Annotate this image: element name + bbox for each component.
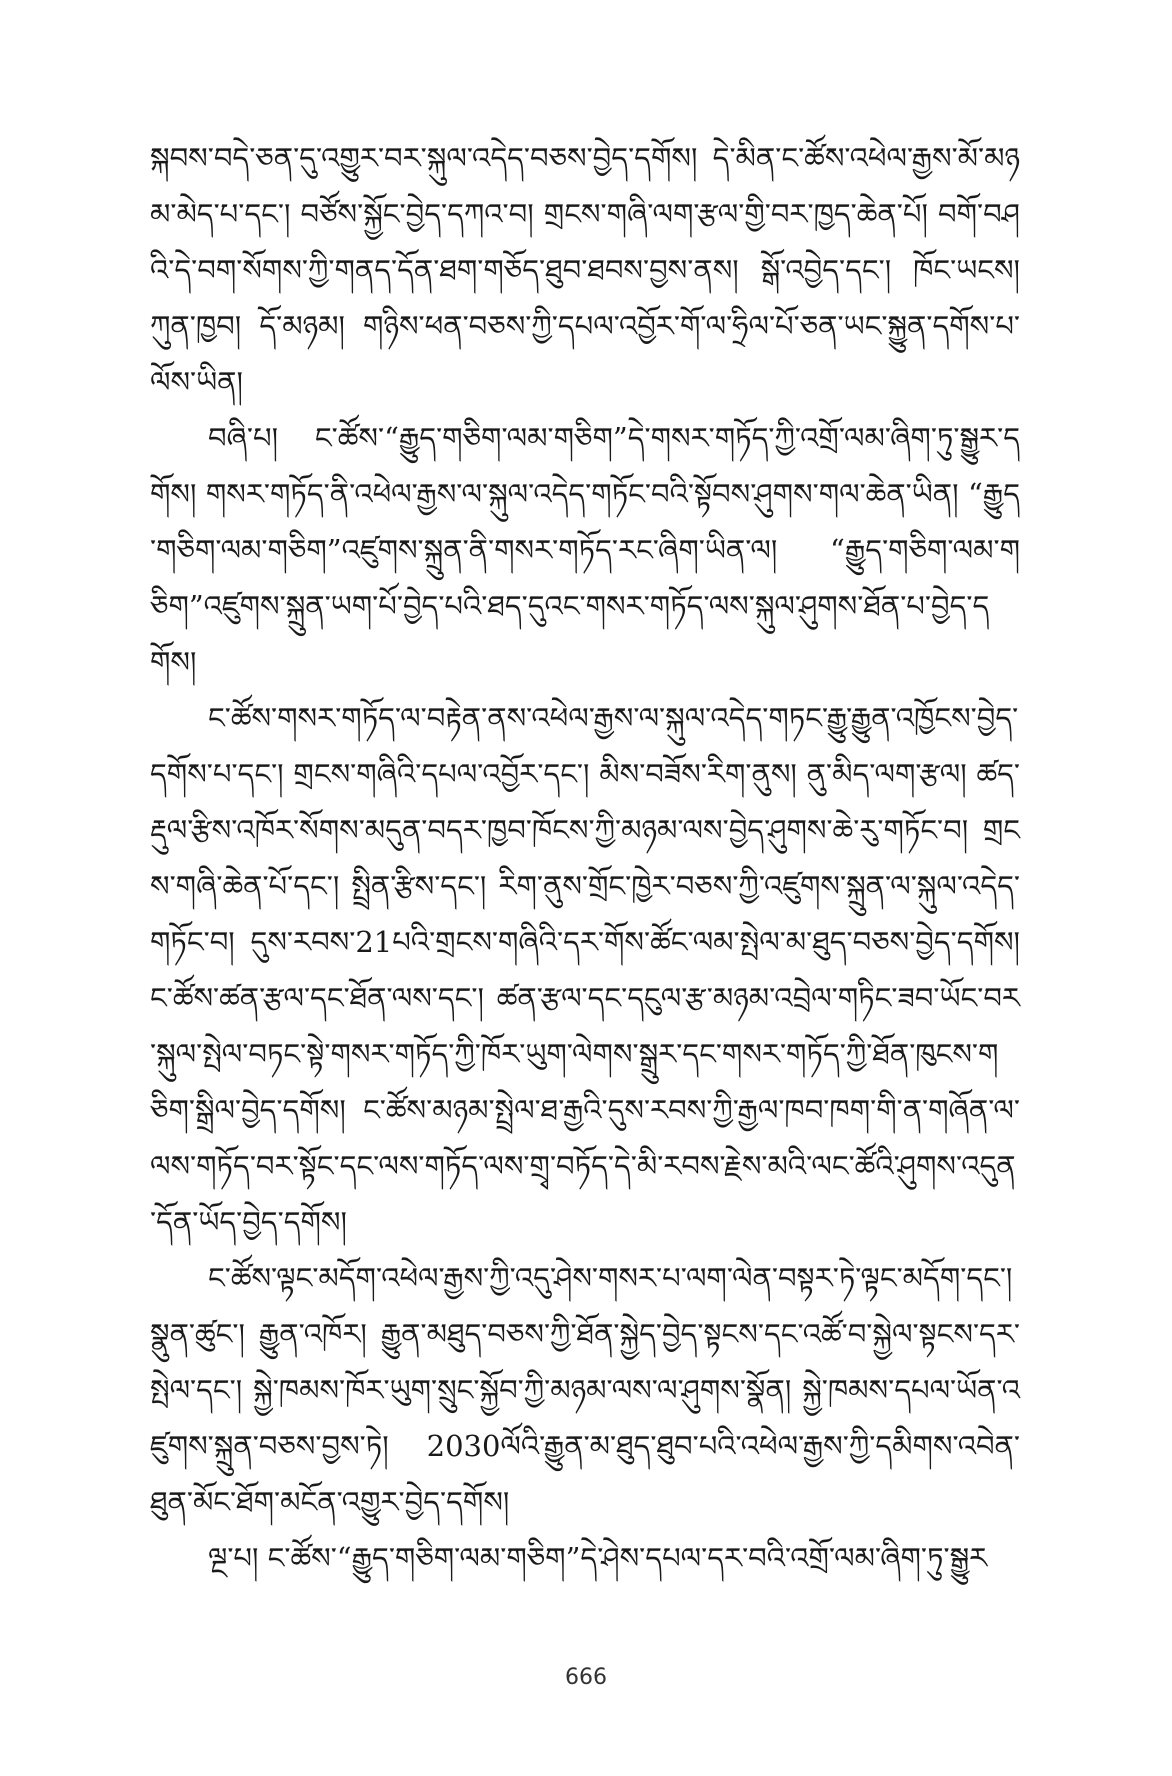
paragraph: ང་ཚོས་ལྟང་མདོག་འཕེལ་རྒྱས་ཀྱི་འདུ་ཤེས་གསར་པ་ལག་ལེན་བསྟར་ཏེ་ལྟང་མདོག་དང་། སྣུན་ཚུང་། རྒྱུན་འཁོར། རྒྱུན་མཐུད་བཅས་ཀྱི་ཐོན་སྐྱེད་བྱེད་སྟངས་དང་འཚོ་བ་སྐྱེལ་སྟངས་དར་སྤེལ་དང་། སྐྱེ་ཁམས་ཁོར་ཡུག་སྲུང་སྐྱོབ་ཀྱི་མཉམ་ལས་ལ་ཤུགས་སྣོན། སྐྱེ་ཁམས་དཔལ་ཡོན་འཛུགས་སྐྲུན་བཅས་བྱས་ཏེ། 2030ལོའི་རྒྱུན་མ་ཐུད་ཐུབ་པའི་འཕེལ་རྒྱས་ཀྱི་དམིགས་འབེན་ཐུན་མོང་ཐོག་མངོན་འགྱུར་བྱེད་དགོས། xyxy=(150,1261,1020,1519)
page-number: 666 xyxy=(565,1665,607,1690)
paragraph: ལྔ་པ། ང་ཚོས་“རྒྱུད་གཅིག་ལམ་གཅིག”དེ་ཤེས་དཔལ་དར་བའི་འགྲོ་ལམ་ཞིག་ཏུ་སྒྱུར xyxy=(208,1541,988,1575)
paragraph: ང་ཚོས་གསར་གཏོད་ལ་བརྟེན་ནས་འཕེལ་རྒྱས་ལ་སྐུལ་འདེད་གཏང་རྒྱུ་རྒྱུན་འཁྱོངས་བྱེད་དགོས་པ་དང་། གྲངས་གཞིའི་དཔལ་འབྱོར་དང་། མིས་བཟོས་རིག་ནུས། ནུ་མིད་ལག་རྩལ། ཚད་རྡུལ་རྩིས་འཁོར་སོགས་མདུན་བདར་ཁྱབ་ཁོངས་ཀྱི་མཉམ་ལས་བྱེད་ཤུགས་ཆེ་རུ་གཏོང་བ། གྲངས་གཞི་ཆེན་པོ་དང་། སྤྲིན་རྩིས་དང་། རིག་ནུས་གྲོང་ཁྱེར་བཅས་ཀྱི་འཛུགས་སྐྲུན་ལ་སྐུལ་འདེད་གཏོང་བ། དུས་རབས་21པའི་གྲངས་གཞིའི་དར་གོས་ཚོང་ལམ་སྤེལ་མ་ཐུད་བཅས་བྱེད་དགོས། ང་ཚོས་ཚན་རྩལ་དང་ཐོན་ལས་དང་། ཚན་རྩལ་དང་དངུལ་རྩ་མཉམ་འབྲེལ་གཏིང་ཟབ་ཡོང་བར་སྐུལ་སྤེལ་བཏང་སྟེ་གསར་གཏོད་ཀྱི་ཁོར་ཡུག་ལེགས་སྒྲུར་དང་གསར་གཏོད་ཀྱི་ཐོན་ཁུངས་གཅིག་སྒྲིལ་བྱེད་དགོས། ང་ཚོས་མཉམ་སྤྲེལ་ཐ་རྒྱའི་དུས་རབས་ཀྱི་རྒྱལ་ཁབ་ཁག་གི་ན་གཞོན་ལ་ལས་གཏོད་བར་སྟོང་དང་ལས་གཏོད་ལས་གྲྭ་བཏོད་དེ་མི་རབས་རྗེས་མའི་ལང་ཚོའི་ཤུགས་འདུན་དོན་ཡོད་བྱེད་དགོས། xyxy=(150,701,1020,1239)
paragraph: སྐབས་བདེ་ཅན་དུ་འགྱུར་བར་སྐུལ་འདེད་བཅས་བྱེད་དགོས། དེ་མིན་ང་ཚོས་འཕེལ་རྒྱས་མོ་མཉམ་མེད་པ་དང་། བཙོས་སྐྱོང་བྱེད་དཀའ་བ། གྲངས་གཞི་ལག་རྩལ་གྱི་བར་ཁྱད་ཆེན་པོ། བགོ་བཤའི་དེ་བག་སོགས་ཀྱི་གནད་དོན་ཐག་གཅོད་ཐུབ་ཐབས་བྱས་ནས། སྒོ་འབྱེད་དང་། ཁོང་ཡངས། ཀུན་ཁྱབ། དོ་མཉམ། གཉིས་ཕན་བཅས་ཀྱི་དཔལ་འབྱོར་གོ་ལ་ཧྲིལ་པོ་ཅན་ཡང་སྐྱུན་དགོས་པ་ལོས་ཡིན། xyxy=(150,141,1020,399)
paragraph: བཞི་པ། ང་ཚོས་“རྒྱུད་གཅིག་ལམ་གཅིག”དེ་གསར་གཏོད་ཀྱི་འགྲོ་ལམ་ཞིག་ཏུ་སྒྱུར་དགོས། གསར་གཏོད་ནི་འཕེལ་རྒྱས་ལ་སྐུལ་འདེད་གཏོང་བའི་སྟོབས་ཤུགས་གལ་ཆེན་ཡིན། “རྒྱུད་གཅིག་ལམ་གཅིག”འཛུགས་སྐྲུན་ནི་གསར་གཏོད་རང་ཞིག་ཡིན་ལ། “རྒྱུད་གཅིག་ལམ་གཅིག”འཛུགས་སྐྲུན་ཡག་པོ་བྱེད་པའི་ཐད་དུའང་གསར་གཏོད་ལས་སྐུལ་ཤུགས་ཐོན་པ་བྱེད་དགོས། xyxy=(150,421,1020,679)
body-text xyxy=(150,130,1020,1586)
